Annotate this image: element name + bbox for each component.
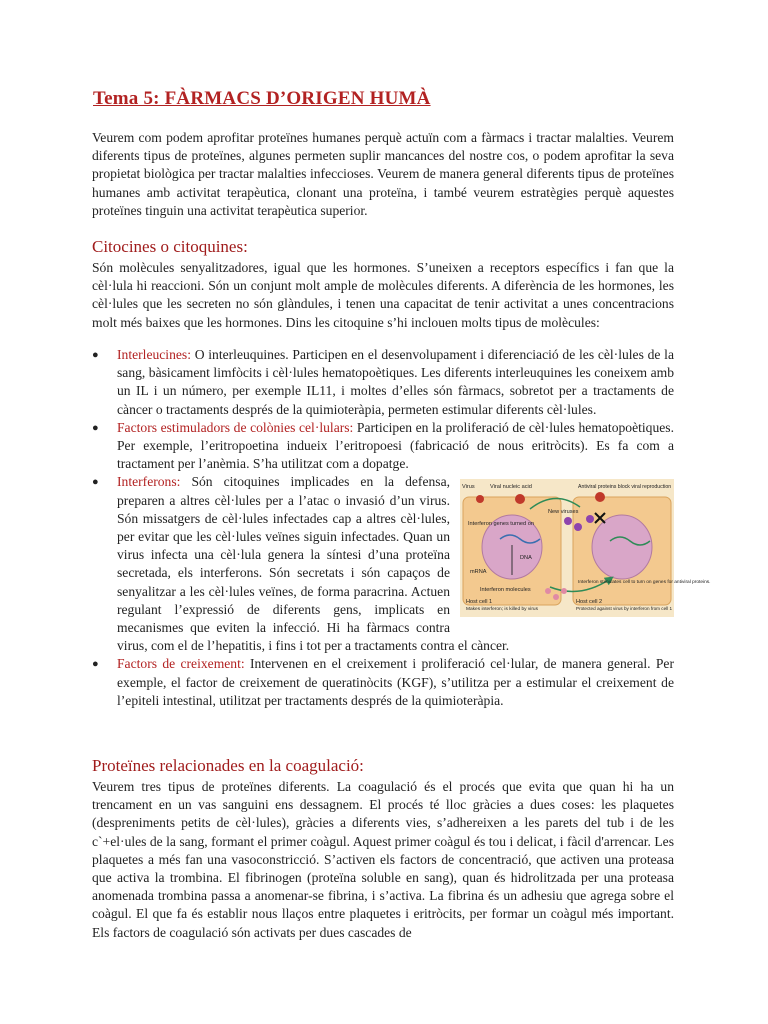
cytokine-list: [92, 346, 711, 710]
section-heading-coagulation: Proteïnes relacionades en la coagulació:: [92, 756, 364, 775]
intro-paragraph: Veurem com podem aprofitar proteïnes humanes perquè actuïn com a fàrmacs i tractar malalties. Veurem diferents tipus de proteïnes, algunes permeten suplir mancances del nostre cos, o podem aprofitar la seva propietat biològica per tractar malalties infeccioses. Veurem de manera general diferents tipus de proteïnes humanes amb activitat terapèutica, clonant una proteïna, i també veurem estratègies perquè aquestes proteïnes tinguin una activitat terapèutica superior.: [92, 130, 674, 218]
list-item: [92, 419, 674, 474]
section-body-cytokines: Són molècules senyalitzadores, igual que les hormones. S’uneixen a receptors específics i fan que la cèl·lula hi reaccioni. Són un conjunt molt ample de molècules diferents. A diferència de les hormones, les cèl·lules que les secreten no són glàndules, i tenen una capacitat de tenir activitat a unes concentracions molt més baixes que les hormones. Dins les citoquine s’hi inclouen molts tipus de molècules:: [92, 260, 674, 330]
fig-label-ifn-stimulates: Interferon stimulates cell to turn on genes for antiviral proteins.: [578, 580, 711, 586]
fig-label-antiviral: Antiviral proteins block viral reproduction: [578, 484, 672, 491]
interferon-diagram-image: [460, 479, 711, 617]
item-text: Són citoquines implicades en la defensa, preparen a altres cèl·lules per a l’atac o invasió d’un virus. Són missatgers de cèl·lules infectades cap a altres cèl·lules, per evitar que les cèl·lules veïnes siguin infectades. Quan un virus infecta una cèl·lula genera la síntesi d’una proteïna secretada, els interferons. Són secretats i són capaços de senyalitzar a les cèl·lules veïnes, de forma paracrina. Actuen regulant l’expressió de diferents gens, implicats en mecanismes que eviten la infecció. Hi ha fàrmacs contra virus, com el de l’hepatitis, i fins i tot per a tractaments contra el càncer.: [117, 474, 510, 654]
fig-label-host2: Host cell 2: [576, 599, 603, 606]
list-item: [92, 655, 674, 710]
bullet-icon: ●: [92, 658, 99, 671]
item-text: Participen en la proliferació de cèl·lules hematopoètiques. Per exemple, l’eritropoetina indueix l’eritropoesi (fabricació de nous eritròcits). Es fa com a tractament per l’anèmia. S’ha utilitzat com a dopatge.: [117, 419, 674, 472]
fig-label-viral-na: Viral nucleic acid: [490, 484, 532, 491]
term-csf: Factors estimuladors de colònies cel·lulars:: [117, 419, 354, 435]
fig-label-virus: Virus: [462, 484, 475, 491]
bullet-icon: ●: [92, 349, 99, 361]
fig-label-host1: Host cell 1: [466, 599, 493, 606]
fig-label-mrna: mRNA: [470, 569, 487, 576]
fig-label-new-viruses: New viruses: [548, 509, 579, 516]
term-growth-factors: Factors de creixement:: [117, 656, 245, 672]
page-title: Tema 5: FÀRMACS D’ORIGEN HUMÀ: [93, 88, 431, 109]
item-text: Intervenen en el creixement i proliferació cel·lular, de manera general. Per exemple, el factor de creixement de queratinòcits (KGF), s’utilitza per a estimular el creixement de l’epiteli intestinal, utilitzat per tractaments després de la quimioteràpia.: [117, 656, 674, 708]
fig-label-dna: DNA: [520, 555, 532, 562]
section-body-coagulation: Veurem tres tipus de proteïnes diferents. La coagulació és el procés que evita que quan hi ha un trencament en un vas sanguini ens dessagnem. El procés té lloc gràcies a dues coses: les plaquetes (despreniments petits de cèl·lules), gràcies a diferents vies, s’adhereixen a les parets del tub i de les c`+el·ules de la sang, formant el primer coàgul. Aquest primer coàgul és tou i delicat, i fàcil d'arrencar. Les plaquetes a més fan una vasoconstricció. S’activen els factors de concentració, que activen una proteasa que activa la trombina. El fibrinogen (proteïna soluble en sang), quan és hidrolitzada per una proteasa anomenada trombina passa a anomenar-se fibrina, i s’activa. La fibrina és un adhesiu que agrega sobre el coàgul. El que fa és establir nous llaços entre plaquetes i eritròcits, per formar un coàgul més important. Els factors de coagulació són activats per dues cascades de: [92, 779, 674, 940]
interferon-figure: [460, 479, 711, 617]
section-heading-cytokines: Citocines o citoquines:: [92, 237, 248, 256]
fig-label-host2-sub: Protected against virus by interferon from cell 1: [576, 606, 673, 612]
fig-label-ifn-molecules: Interferon molecules: [480, 587, 531, 594]
list-item: [92, 473, 711, 655]
fig-label-host1-sub: Makes interferon; is killed by virus: [466, 607, 538, 613]
list-item: [92, 346, 674, 419]
term-interferons: Interferons:: [117, 474, 181, 490]
term-interleukins: Interleucines:: [117, 347, 191, 362]
bullet-icon: ●: [92, 476, 99, 489]
fig-label-ifn-genes: Interferon genes turned on: [468, 521, 534, 528]
item-text: O interleuquines. Participen en el desenvolupament i diferenciació de les cèl·lules de la sang, bàsicament limfòcits i cèl·lules hematopoètiques. Les diferents interleuquines les coneixem amb un IL i un número, per exemple IL11, i moltes d’elles són fàrmacs, sobretot per a tractaments de càncer o tractaments després de la quimioteràpia, permeten estimular diferents cèl·lules.: [117, 347, 674, 417]
bullet-icon: ●: [92, 421, 99, 434]
